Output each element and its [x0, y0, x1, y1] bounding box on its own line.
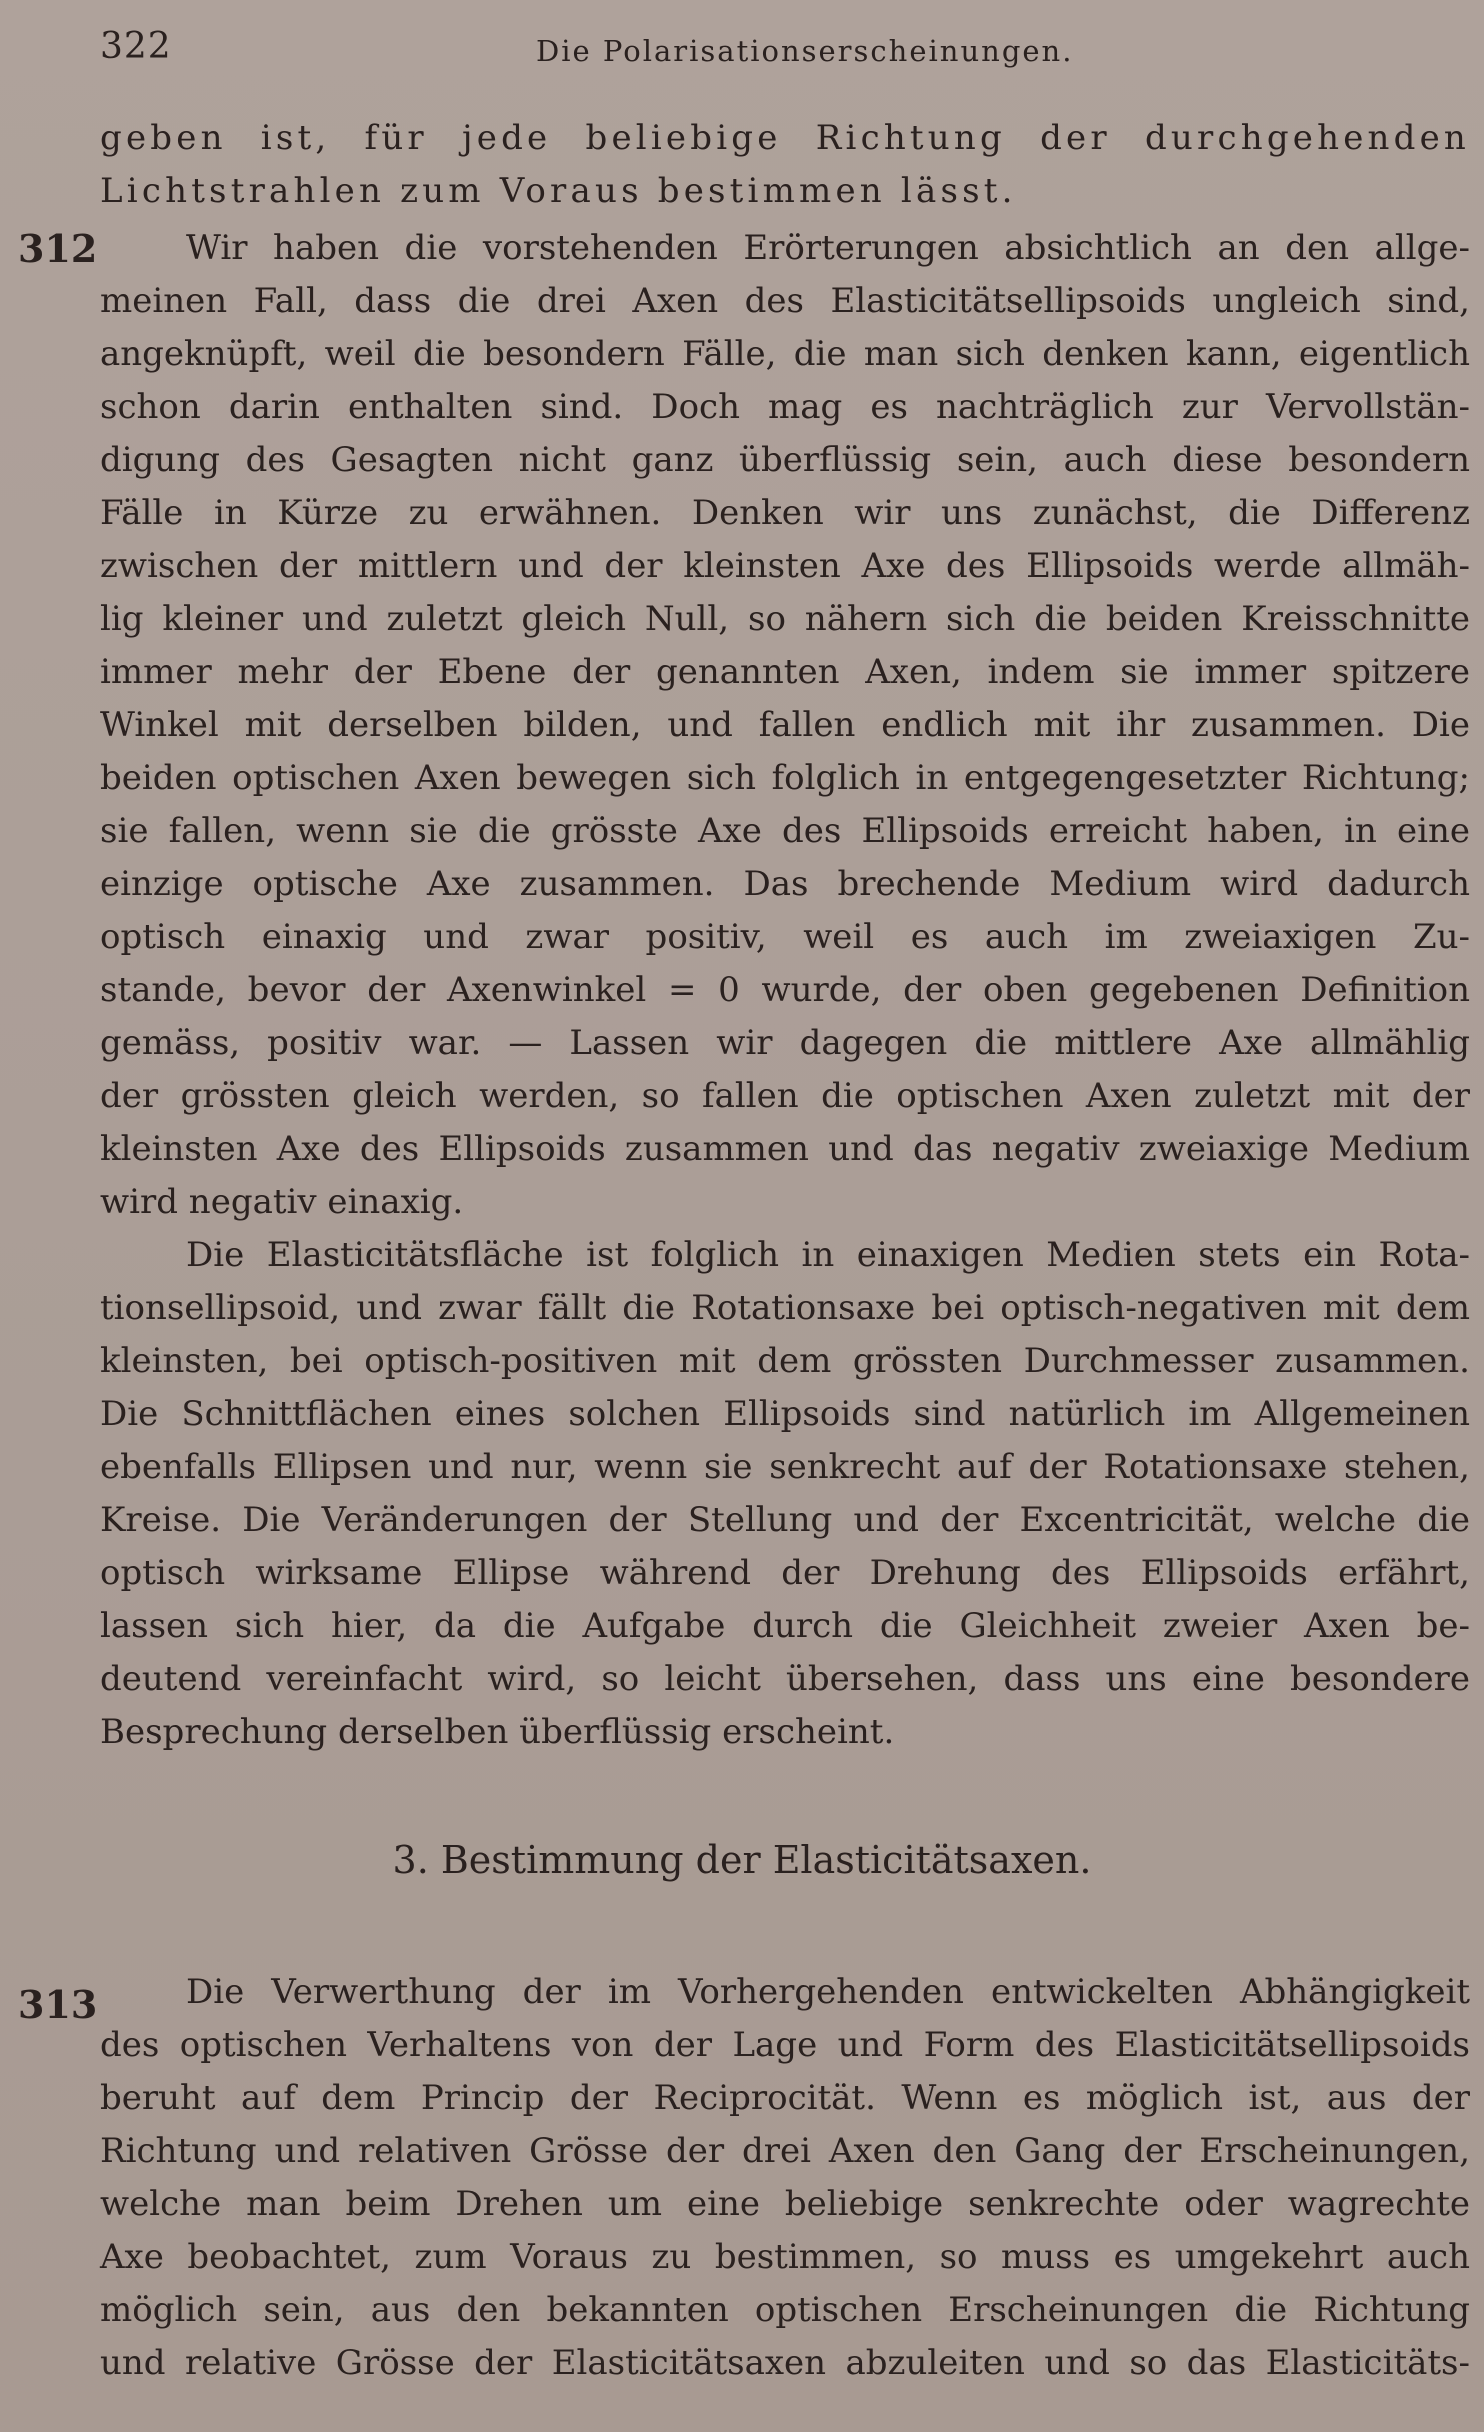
paragraph-312: [100, 222, 1470, 1759]
text-line: Winkel mit derselben bilden, und fallen endlich mit ihr zusammen. Die: [100, 705, 1470, 745]
text-line: Die Elasticitätsfläche ist folglich in einaxigen Medien stets ein Rota-: [186, 1235, 1470, 1275]
text-line: Richtung und relativen Grösse der drei Axen den Gang der Erscheinungen,: [100, 2131, 1470, 2171]
text-line: lassen sich hier, da die Aufgabe durch die Gleichheit zweier Axen be-: [100, 1606, 1470, 1646]
text-line: immer mehr der Ebene der genannten Axen, indem sie immer spitzere: [100, 652, 1470, 692]
text-line: gemäss, positiv war. — Lassen wir dagegen die mittlere Axe allmählig: [100, 1023, 1470, 1063]
text-line: deutend vereinfacht wird, so leicht übersehen, dass uns eine besondere: [100, 1659, 1470, 1699]
text-line: wird negativ einaxig.: [100, 1182, 464, 1222]
text-line: tionsellipsoid, und zwar fällt die Rotationsaxe bei optisch-negativen mit dem: [100, 1288, 1470, 1328]
text-line: Axe beobachtet, zum Voraus zu bestimmen, so muss es umgekehrt auch: [100, 2237, 1470, 2277]
page-header: [100, 26, 1480, 76]
text-line: lig kleiner und zuletzt gleich Null, so nähern sich die beiden Kreisschnitte: [100, 599, 1470, 639]
text-line: kleinsten, bei optisch-positiven mit dem grössten Durchmesser zusammen.: [100, 1341, 1470, 1381]
text-line: sie fallen, wenn sie die grösste Axe des Ellipsoids erreicht haben, in eine: [100, 811, 1470, 851]
text-line: welche man beim Drehen um eine beliebige senkrechte oder wagrechte: [100, 2184, 1470, 2224]
text-line: der grössten gleich werden, so fallen die optischen Axen zuletzt mit der: [100, 1076, 1470, 1116]
text-line: möglich sein, aus den bekannten optischen Erscheinungen die Richtung: [100, 2290, 1470, 2330]
margin-number-313: 313: [18, 1982, 98, 2027]
text-line: Die Schnittflächen eines solchen Ellipsoids sind natürlich im Allgemeinen: [100, 1394, 1470, 1434]
text-line: einzige optische Axe zusammen. Das brechende Medium wird dadurch: [100, 864, 1470, 904]
text-line: optisch wirksame Ellipse während der Drehung des Ellipsoids erfährt,: [100, 1553, 1470, 1593]
page-number: 322: [100, 26, 172, 67]
text-line: meinen Fall, dass die drei Axen des Elasticitätsellipsoids ungleich sind,: [100, 281, 1470, 321]
text-line: beiden optischen Axen bewegen sich folglich in entgegengesetzter Richtung;: [100, 758, 1470, 798]
running-title: Die Polarisationserscheinungen.: [536, 34, 1074, 68]
text-line: angeknüpft, weil die besondern Fälle, die man sich denken kann, eigentlich: [100, 334, 1470, 374]
margin-number-312: 312: [18, 226, 98, 271]
text-line: schon darin enthalten sind. Doch mag es nachträglich zur Vervollstän-: [100, 387, 1470, 427]
paragraph-313: [100, 1966, 1470, 2390]
text-line: geben ist, für jede beliebige Richtung der durchgehenden: [100, 118, 1470, 158]
text-line: Wir haben die vorstehenden Erörterungen absichtlich an den allge-: [186, 228, 1470, 268]
text-line: zwischen der mittlern und der kleinsten Axe des Ellipsoids werde allmäh-: [100, 546, 1470, 586]
text-line: kleinsten Axe des Ellipsoids zusammen und das negativ zweiaxige Medium: [100, 1129, 1470, 1169]
text-line: optisch einaxig und zwar positiv, weil es auch im zweiaxigen Zu-: [100, 917, 1470, 957]
text-line: beruht auf dem Princip der Reciprocität. Wenn es möglich ist, aus der: [100, 2078, 1470, 2118]
text-line: Besprechung derselben überflüssig erscheint.: [100, 1712, 895, 1752]
text-line: Kreise. Die Veränderungen der Stellung und der Excentricität, welche die: [100, 1500, 1470, 1540]
text-line: digung des Gesagten nicht ganz überflüssig sein, auch diese besondern: [100, 440, 1470, 480]
text-line: des optischen Verhaltens von der Lage und Form des Elasticitätsellipsoids: [100, 2025, 1470, 2065]
text-line: Lichtstrahlen zum Voraus bestimmen lässt.: [100, 171, 1017, 211]
text-line: stande, bevor der Axenwinkel = 0 wurde, der oben gegebenen Definition: [100, 970, 1470, 1010]
text-line: Die Verwerthung der im Vorhergehenden entwickelten Abhängigkeit: [186, 1972, 1470, 2012]
text-line: und relative Grösse der Elasticitätsaxen abzuleiten und so das Elasticitäts-: [100, 2343, 1470, 2383]
text-line: Fälle in Kürze zu erwähnen. Denken wir uns zunächst, die Differenz: [100, 493, 1470, 533]
section-heading: 3. Bestimmung der Elasticitätsaxen.: [392, 1838, 1092, 1882]
text-line: ebenfalls Ellipsen und nur, wenn sie senkrecht auf der Rotationsaxe stehen,: [100, 1447, 1470, 1487]
continuation-paragraph: [100, 112, 1470, 218]
